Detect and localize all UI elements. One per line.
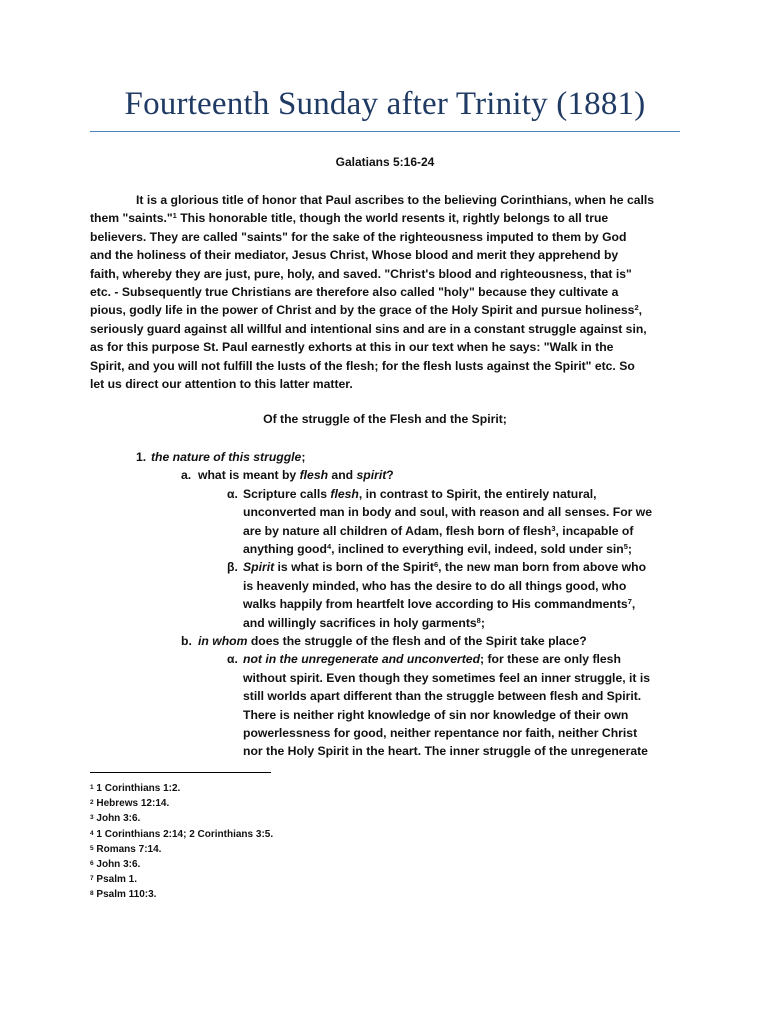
paragraph-line: them "saints."$^1$ This honorable title, though the world resents it, rightly belongs to all true [90,211,609,226]
footnote-number: 7 [90,875,94,883]
footnote-number: 3 [90,814,94,822]
outline-text: without spirit. Even though they sometimes feel an inner struggle, it is [243,670,650,685]
emphasis: spirit [356,468,387,483]
footnote-number: 8 [90,890,94,898]
footnote [90,872,273,887]
outline-text: and willingly sacrifices in holy garments$^8$; [243,615,485,630]
outline-text: anything good$^4$, inclined to everything evil, indeed, sold under $\sin^5$; [243,542,632,556]
title-underline [90,131,680,132]
footnote-ref: 7 [627,597,632,607]
outline-marker: β. [227,560,238,575]
footnote [90,857,273,872]
paragraph-line: believers. They are called "saints" for the sake of the righteousness imputed to them by God [90,229,627,244]
outline-marker: 1. [136,450,147,464]
outline-marker: α. [227,486,238,501]
paragraph-line: as for this purpose St. Paul earnestly exhorts at this in our text when he says: "Walk in the [90,340,614,355]
footnote-text: John 3:6. [93,859,141,871]
footnote-ref: 3 [551,523,556,533]
footnote-text: 1 Corinthians 2:14; 2 Corinthians 3:5. [93,828,274,840]
outline-text: There is neither right knowledge of sin nor knowledge of their own [243,707,629,722]
outline-marker: α. [227,652,238,667]
emphasis: flesh [299,468,329,483]
emphasis: flesh [330,486,359,501]
emphasis: the nature of this struggle [151,450,302,464]
emphasis: not in the unregenerate and unconverted [243,652,481,667]
outline-text: what is meant by flesh and spirit? [198,468,394,483]
footnote-ref: 6 [433,560,439,570]
footnote-text: 1 Corinthians 1:2. [93,783,181,794]
footnote-number: 5 [90,844,94,852]
intro-paragraph [90,191,682,393]
outline-text: still worlds apart different than the struggle between flesh and Spirit. [243,689,642,704]
footnote-text: Romans 7:14. [93,843,162,855]
outline-text: walks happily from heartfelt love according to His commandments$^7$, [243,597,636,612]
footnote-text: Hebrews 12:14. [93,798,170,810]
outline-text: Scripture calls flesh, in contrast to Spirit, the entirely natural, [243,486,597,501]
scripture-reference: Galatians 5:16-24 [335,155,435,169]
paragraph-line: etc. - Subsequently true Christians are therefore also called "holy" because they cultivate a [90,285,619,300]
footnote-text: Psalm 110:3. [93,889,157,901]
paragraph-line: seriously guard against all willful and intentional sins and are in a constant struggle against sin, [90,321,647,336]
footnote-ref: 1 [172,211,177,221]
outline-text: is heavenly minded, who has the desire to do all things good, who [243,578,627,593]
outline-text: nor the Holy Spirit in the heart. The inner struggle of the unregenerate [243,744,648,759]
footnote-ref: 2 [634,303,639,313]
paragraph-line: faith, whereby they are just, pure, holy, and saved. "Christ's blood and righteousness, that is" [90,266,632,281]
outline-marker: b. [181,634,192,648]
paragraph-line: and the holiness of their mediator, Jesus Christ, Whose blood and merit they apprehend by [90,248,619,263]
outline-text: Spirit is what is born of the Spirit$^6$, the new man born from above who [243,560,647,575]
outline-text: powerlessness for good, neither repentance nor faith, neither Christ [243,726,638,740]
paragraph-line: Spirit, and you will not fulfill the lusts of the flesh; for the flesh lusts against the Spirit" etc. So [90,358,635,373]
footnote [90,887,273,902]
footnote-number: 1 [90,784,94,791]
emphasis: in whom [198,634,248,648]
footnote-text: Psalm 1. [93,874,137,886]
footnote-ref: 4 [326,542,332,551]
footnote [90,811,273,826]
section-heading: Of the struggle of the Flesh and the Spirit; [263,412,507,426]
outline-text: not in the unregenerate and unconverted; for these are only flesh [243,652,621,667]
footnote [90,827,273,842]
page-title: Fourteenth Sunday after Trinity (1881) [124,86,646,122]
footnote-number: 2 [90,799,94,807]
outline-text: are by nature all children of Adam, flesh born of flesh$^3$, incapable of [243,523,634,538]
footnote [90,842,273,857]
footnote [90,781,273,796]
outline-text: the nature of this struggle; [151,450,306,464]
outline-text: unconverted man in body and soul, with reason and all senses. For we [243,505,653,520]
paragraph-line: pious, godly life in the power of Christ and by the grace of the Holy Spirit and pursue holiness$^2$, [90,303,642,318]
emphasis: Spirit [243,560,275,575]
footnote-number: 4 [90,829,94,837]
outline-text: in whom does the struggle of the flesh and of the Spirit take place? [198,634,587,648]
footnote-separator [90,772,271,773]
footnote-text: John 3:6. [93,813,141,825]
footnote [90,796,273,811]
footnote-ref: 5 [623,542,628,551]
footnote-ref: 8 [476,615,481,625]
footnotes [90,781,273,903]
paragraph-line: It is a glorious title of honor that Paul ascribes to the believing Corinthians, when he calls [136,193,655,207]
paragraph-line: let us direct our attention to this latter matter. [90,377,353,392]
outline-marker: a. [181,468,192,483]
footnote-number: 6 [90,860,94,868]
